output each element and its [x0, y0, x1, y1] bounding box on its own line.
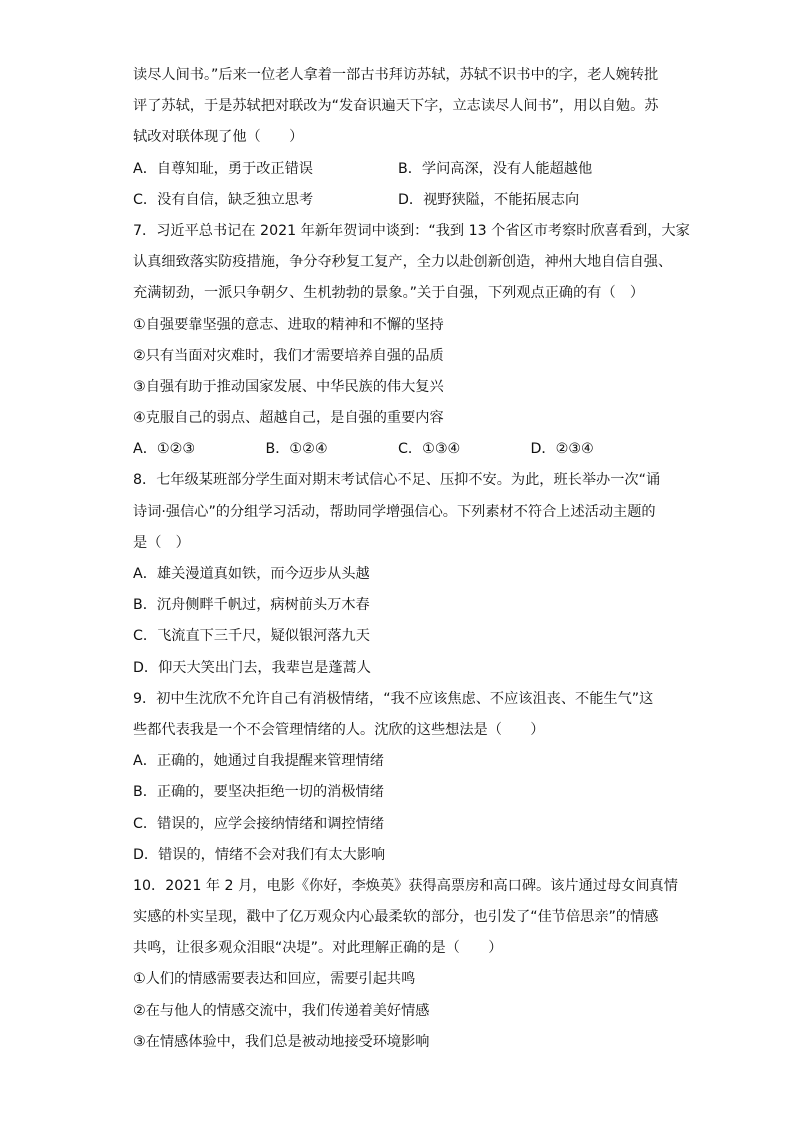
- question-text-line: 充满韧劲，一派只争朝夕、生机勃勃的景象。”关于自强，下列观点正确的有（ ）: [133, 285, 645, 302]
- option-a: A．①②③: [133, 441, 196, 458]
- question-9: [133, 684, 663, 871]
- question-6: [133, 60, 663, 216]
- option-a: A．正确的，她通过自我提醒来管理情绪: [133, 753, 384, 770]
- question-text-line: 是（ ）: [133, 534, 190, 551]
- option-b: B．学问高深，没有人能超越他: [398, 160, 593, 177]
- statement-4: ④克服自己的弱点、超越自己，是自强的重要内容: [133, 410, 444, 427]
- statement-3: ③自强有助于推动国家发展、中华民族的伟大复兴: [133, 378, 444, 395]
- option-a: A．雄关漫道真如铁，而今迈步从头越: [133, 566, 370, 582]
- options-row: [133, 434, 663, 465]
- option-c: C．错误的，应学会接纳情绪和调控情绪: [133, 815, 385, 832]
- question-text-line: 些都代表我是一个不会管理情绪的人。沈欣的这些想法是（ ）: [133, 721, 545, 738]
- statement-2: ②在与他人的情感交流中，我们传递着美好情感: [133, 1002, 430, 1019]
- option-d: D．错误的，情绪不会对我们有太大影响: [133, 846, 386, 863]
- option-b: B．沉舟侧畔千帆过，病树前头万木春: [133, 597, 370, 614]
- option-a: A．自尊知耻，勇于改正错误: [133, 160, 313, 177]
- question-text-line: 8．七年级某班部分学生面对期末考试信心不足、压抑不安。为此，班长举办一次“诵: [133, 472, 661, 489]
- question-7: [133, 216, 690, 466]
- option-d: D．②③④: [530, 441, 594, 458]
- page-content: [133, 60, 690, 1058]
- options-row: [133, 185, 663, 216]
- statement-2: ②只有当面对灾难时，我们才需要培养自强的品质: [133, 347, 444, 364]
- option-b: B．正确的，要坚决拒绝一切的消极情绪: [133, 784, 384, 801]
- option-d: D．仰天大笑出门去，我辈岂是蓬蒿人: [133, 659, 371, 676]
- question-text-line: 评了苏轼，于是苏轼把对联改为“发奋识遍天下字，立志读尽人间书”，用以自勉。苏: [133, 98, 659, 115]
- option-d: D．视野狭隘，不能拓展志向: [398, 191, 580, 208]
- question-text-line: 10．2021 年 2 月，电影《你好，李焕英》获得高票房和高口碑。该片通过母女间真情: [133, 877, 678, 894]
- options-row: [133, 154, 663, 185]
- option-c: C．没有自信，缺乏独立思考: [133, 191, 314, 208]
- option-c: C．①③④: [398, 441, 461, 458]
- question-10: [133, 871, 678, 1058]
- question-text-line: 轼改对联体现了他（ ）: [133, 129, 304, 146]
- option-b: B．①②④: [265, 441, 328, 458]
- question-text-line: 共鸣，让很多观众泪眼“决堤”。对此理解正确的是（ ）: [133, 940, 503, 957]
- question-text-line: 7．习近平总书记在 2021 年新年贺词中谈到：“我到 13 个省区市考察时欣喜看到，大家: [133, 222, 690, 239]
- question-text-line: 认真细致落实防疫措施，争分夺秒复工复产，全力以赴创新创造，神州大地自信自强、: [133, 254, 673, 271]
- statement-3: ③在情感体验中，我们总是被动地接受环境影响: [133, 1033, 430, 1050]
- option-c: C．飞流直下三千尺，疑似银河落九天: [133, 628, 370, 645]
- question-text-line: 读尽人间书。”后来一位老人拿着一部古书拜访苏轼，苏轼不识书中的字，老人婉转批: [133, 67, 659, 83]
- statement-1: ①自强要靠坚强的意志、进取的精神和不懈的坚持: [133, 316, 444, 333]
- question-text-line: 实感的朴实呈现，戳中了亿万观众内心最柔软的部分，也引发了“佳节倍思亲”的情感: [133, 909, 659, 926]
- question-text-line: 诗词·强信心”的分组学习活动，帮助同学增强信心。下列素材不符合上述活动主题的: [133, 503, 656, 520]
- question-8: [133, 465, 663, 683]
- question-text-line: 9．初中生沈欣不允许自己有消极情绪，“我不应该焦虑、不应该沮丧、不能生气”这: [133, 690, 654, 707]
- statement-1: ①人们的情感需要表达和回应，需要引起共鸣: [133, 971, 416, 988]
